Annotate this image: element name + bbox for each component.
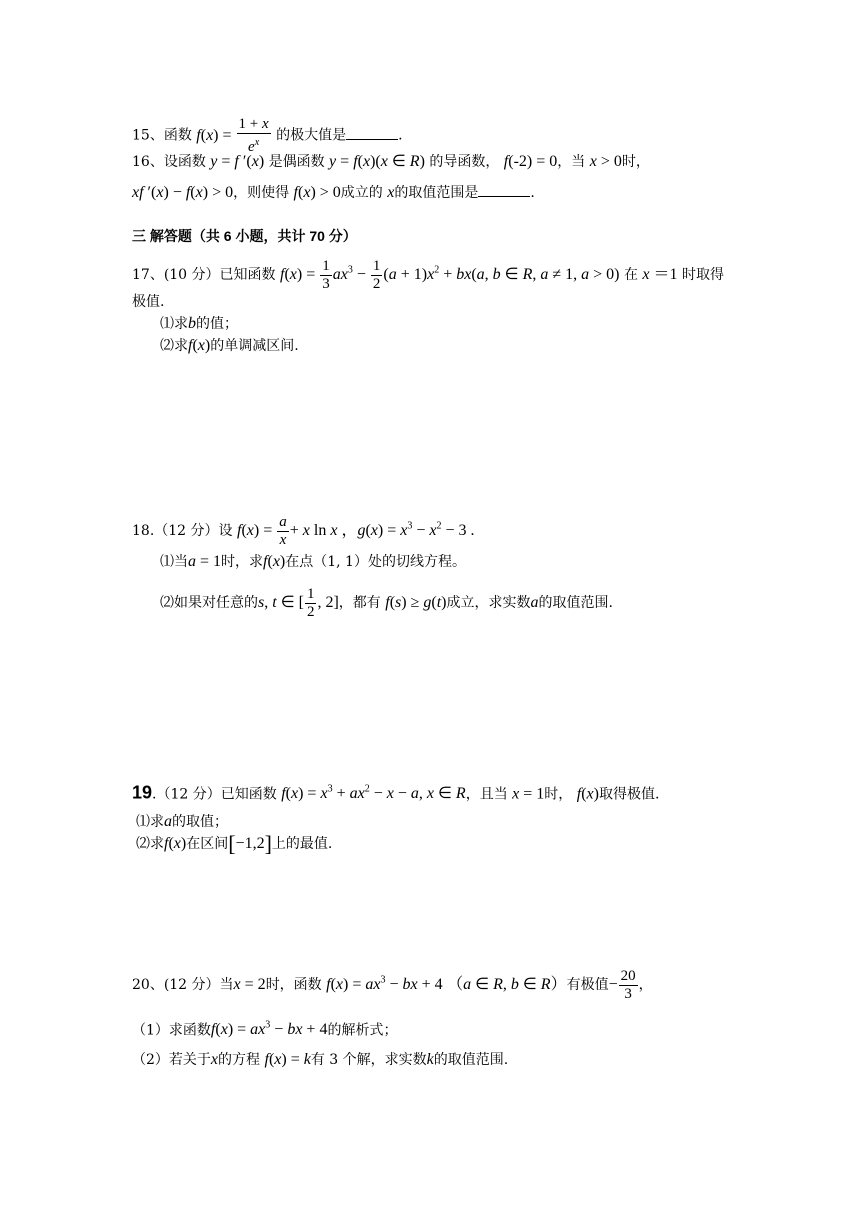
q18-formula-4: s, t ∈ [ $\frac{1}{2}$ , 2]: [258, 586, 339, 620]
q19-text-2: 时，: [544, 786, 573, 803]
q20-label: 20、(12 分）当: [132, 977, 234, 994]
q18-p2-text-c: 成立，求实数: [446, 595, 531, 612]
q17-p1-text-a: ⑴求: [160, 316, 188, 332]
question-16-line1: [132, 152, 650, 172]
q18-p1-text-a: ⑴当: [160, 554, 188, 570]
q20-p2-text-a: （2）若关于: [132, 1052, 211, 1068]
q17-label: 17、(10 分）已知函数: [132, 267, 276, 284]
q20-text-2: 有极值: [566, 977, 609, 994]
q20-var-x: x: [210, 1051, 219, 1068]
q16-text-7: 的取值范围是: [394, 185, 479, 201]
q17-formula: f(x) = $\frac{1}{3}$ $ax^3$ − $\frac{1}{2}$ $(a + 1)x^2 + bx(a$, b ∈ R, a ≠ 1, a > 0): [280, 258, 620, 292]
q19-p1-text-b: 的取值；: [172, 814, 228, 830]
q20-text-1: 时，函数: [265, 977, 322, 994]
q16-text-5: ，则使得: [233, 185, 290, 201]
q20-formula-2: $f(x) = ax^3$ − bx + 4: [326, 974, 443, 994]
q19-text-3: 取得极值.: [598, 786, 660, 803]
q18-formula-2: a = 1: [188, 553, 222, 570]
q18-formula-3: f(x): [263, 553, 286, 570]
question-17-part1: [160, 314, 238, 334]
q19-text-1: ，且当: [465, 786, 508, 803]
q16-formula-4: x > 0: [589, 153, 622, 170]
q19-p2-text-c: 上的最值.: [271, 836, 333, 852]
q16-text-2: 的导函数，: [429, 154, 500, 170]
q20-formula-1: x = 2: [233, 976, 266, 994]
q15-end: .: [398, 127, 403, 144]
q16-formula-6: f(x) > 0: [293, 184, 341, 201]
q20-formula-6: f(x) = k: [264, 1051, 311, 1068]
q16-formula-1: y = f ′(x): [210, 153, 265, 170]
q17-p2-text-a: ⑵求: [160, 338, 188, 354]
q18-p2-text-b: ，都有: [338, 595, 381, 612]
q20-var-k: k: [426, 1051, 434, 1068]
question-18-line1: [132, 514, 475, 549]
q18-p2-text-a: ⑵如果对任意的: [160, 595, 258, 612]
question-19-line1: [132, 780, 659, 804]
q16-formula-3: f(-2) = 0: [503, 153, 558, 170]
question-18-part1: [160, 552, 466, 572]
answer-blank: [346, 125, 398, 140]
question-19-part2: [136, 831, 333, 856]
question-17-line2: 极值.: [132, 294, 165, 310]
q20-end: ，: [638, 977, 653, 994]
q19-label: 19: [132, 782, 153, 803]
section-heading: 三 解答题（共 6 小题，共计 70 分）: [132, 228, 357, 244]
q16-text-1: 是偶函数: [268, 154, 325, 170]
q19-text-0: .（12 分）已知函数: [152, 786, 277, 803]
q16-formula-2: y = f(x)(x ∈ R): [329, 153, 425, 170]
q20-p2-text-b: 的方程: [218, 1052, 261, 1068]
q16-var-x: x: [387, 184, 395, 201]
q18-p1-text-c: 在点（1, 1）处的切线方程。: [285, 554, 466, 570]
q17-p2-text-b: 的单调减区间.: [210, 338, 299, 354]
question-17-line1: [132, 258, 724, 293]
q16-end: .: [530, 185, 535, 201]
q18-p1-text-b: 时，求: [221, 554, 264, 570]
q15-label: 15、函数: [132, 127, 192, 144]
question-15: [132, 116, 403, 156]
q20-p2-text-c: 有 3 个解，求实数: [310, 1052, 427, 1068]
question-19-part1: [136, 812, 228, 832]
q19-p1-text-a: ⑴求: [136, 814, 164, 830]
q16-formula-5: xf ′(x) − f(x) > 0: [132, 184, 234, 201]
q18-p2-text-d: 的取值范围.: [538, 595, 613, 612]
question-20-part2: [132, 1050, 508, 1070]
q20-formula-5: $f(x) = ax^3$ − bx + 4: [210, 1020, 328, 1039]
q18-formula-1: f(x) = $\frac{a}{x}$ + x ln x ，$g(x) = x^3 - x^2 - 3$ .: [236, 514, 475, 548]
q15-formula: f(x) = $\frac{1 + x}{e^x}$: [196, 116, 269, 155]
q20-formula-4: − $\frac{20}{3}$: [608, 968, 636, 1002]
q18-label: 18.（12 分）设: [132, 523, 233, 540]
q17-formula-2: x ＝1: [642, 266, 678, 284]
q15-text: 的极大值是: [276, 127, 347, 144]
q19-formula-3: f(x): [576, 785, 599, 803]
q16-text-3: ，当: [557, 154, 586, 170]
q16-label: 16、设函数: [132, 154, 206, 170]
q17-formula-3: f(x): [188, 337, 211, 354]
q19-formula-2: x = 1: [512, 785, 545, 803]
question-20-part1: [132, 1016, 397, 1040]
q17-text-1: 在: [623, 267, 638, 284]
q19-formula-1: $f(x) = x^3 + ax^2 - x - a$, x ∈ R: [281, 784, 466, 803]
q18-formula-5: f(s) ≥ g(t): [385, 594, 447, 612]
q17-p1-text-b: 的值；: [196, 316, 238, 332]
q17-var-b: b: [188, 315, 196, 332]
question-16-line2: [132, 182, 535, 203]
q19-p2-text-b: 在区间: [186, 836, 229, 852]
q16-text-6: 成立的: [340, 185, 383, 201]
q19-interval: [−1,2]: [228, 831, 272, 856]
q19-p2-text-a: ⑵求: [136, 836, 164, 852]
q20-p2-text-d: 的取值范围.: [433, 1052, 509, 1068]
question-20-line1: [132, 968, 653, 1003]
q20-p1-text-a: （1）求函数: [132, 1022, 211, 1039]
q19-formula-4: f(x): [164, 835, 187, 852]
q18-var-a: a: [530, 594, 539, 612]
question-17-part2: [160, 336, 299, 356]
q19-var-a: a: [164, 813, 172, 830]
q16-text-4: 时，: [621, 154, 650, 170]
q20-formula-3: （a ∈ R, b ∈ R）: [447, 976, 567, 994]
question-18-part2: [160, 586, 613, 621]
q20-p1-text-b: 的解析式；: [327, 1022, 398, 1039]
answer-blank: [478, 182, 530, 197]
q17-text-2: 时取得: [682, 267, 724, 284]
